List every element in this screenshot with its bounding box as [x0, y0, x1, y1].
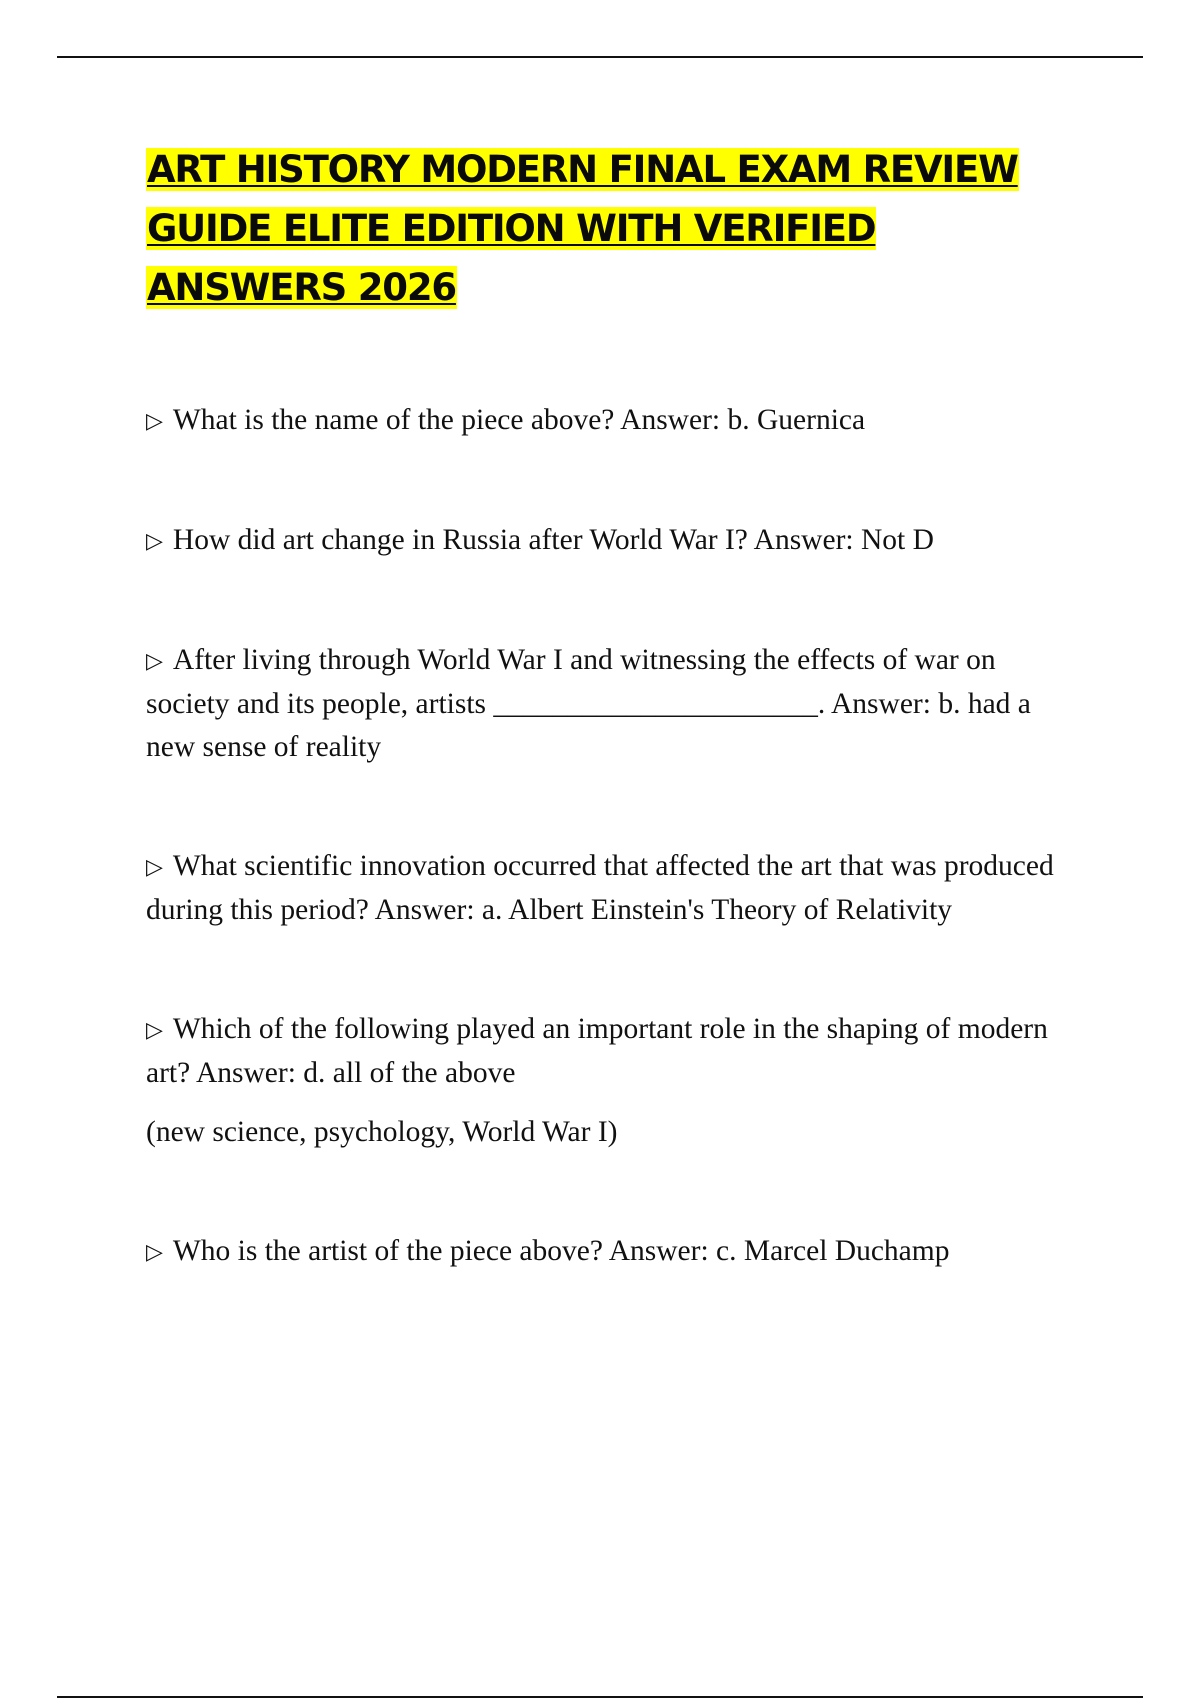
document-title [146, 140, 1086, 317]
qa-item [146, 519, 1086, 563]
qa-text: Who is the artist of the piece above? Answer: c. Marcel Duchamp [172, 1235, 950, 1267]
qa-text: What scientific innovation occurred that affected the art that was produced during this period? Answer: a. Albert Einstein's Theory of Relativity [146, 850, 1054, 926]
qa-text: What is the name of the piece above? Answer: b. Guernica [172, 404, 866, 436]
top-rule [57, 56, 1143, 58]
qa-item [146, 845, 1086, 932]
qa-list [146, 399, 1086, 1274]
triangle-bullet-icon: ▷ [146, 855, 163, 880]
qa-item [146, 1230, 1086, 1274]
triangle-bullet-icon: ▷ [146, 409, 163, 434]
triangle-bullet-icon: ▷ [146, 1018, 163, 1043]
qa-text: How did art change in Russia after World War I? Answer: Not D [172, 524, 934, 556]
title-highlight: ART HISTORY MODERN FINAL EXAM REVIEW GUIDE ELITE EDITION WITH VERIFIED ANSWERS 2026 [147, 148, 1018, 309]
qa-note: (new science, psychology, World War I) [146, 1116, 618, 1148]
triangle-bullet-icon: ▷ [146, 1240, 163, 1265]
triangle-bullet-icon: ▷ [146, 529, 163, 554]
qa-item [146, 639, 1086, 769]
document-body [146, 140, 1086, 1350]
triangle-bullet-icon: ▷ [146, 649, 163, 674]
qa-text: Which of the following played an important role in the shaping of modern art? Answer: d. all of the above [146, 1013, 1048, 1089]
qa-item [146, 1008, 1086, 1095]
qa-item [146, 399, 1086, 443]
bottom-rule [57, 1696, 1143, 1698]
qa-text: After living through World War I and witnessing the effects of war on society and its people, artists ______________________. Answer: b. had a new sense of reality [146, 644, 1031, 763]
